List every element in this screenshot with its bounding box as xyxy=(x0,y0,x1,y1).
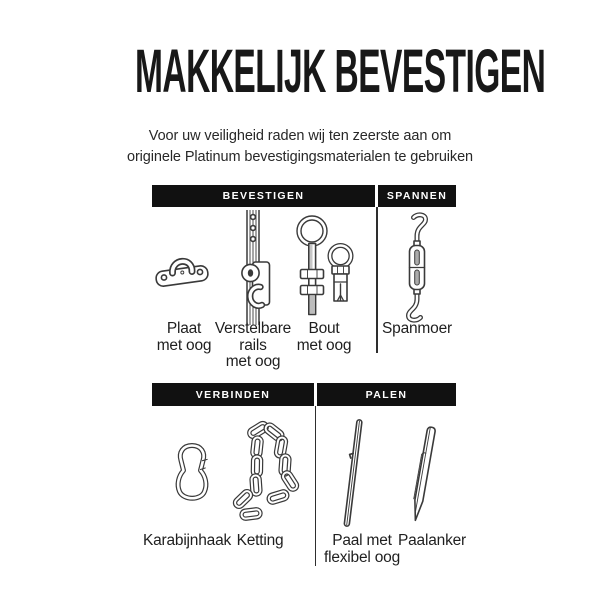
label-paal-met-flexibel-oog: Paal met flexibel oog xyxy=(323,532,401,566)
section-header-palen-label: PALEN xyxy=(365,388,408,401)
label-bout-met-oog: Bout met oog xyxy=(296,320,352,354)
section-header-verbinden xyxy=(152,383,314,406)
header-row-1 xyxy=(152,185,456,207)
header-row-2 xyxy=(152,383,456,406)
carabiner-icon xyxy=(169,441,215,503)
section-header-spannen-label: SPANNEN xyxy=(386,190,448,202)
plate-with-eye-icon xyxy=(150,246,214,294)
adjustable-rail-with-eye-icon xyxy=(227,210,279,325)
label-spanmoer: Spanmoer xyxy=(382,320,452,337)
label-verstelbare-rails: Verstelbare rails met oog xyxy=(214,320,292,370)
label-plaat-met-oog: Plaat met oog xyxy=(156,320,212,354)
section-header-bevestigen xyxy=(152,185,375,207)
section-header-bevestigen-label: BEVESTIGEN xyxy=(222,190,305,202)
section-header-palen xyxy=(317,383,456,406)
pole-with-flexible-eye-icon xyxy=(337,417,369,529)
subtitle xyxy=(0,126,600,168)
subtitle-line-2: originele Platinum bevestigingsmaterialen te gebruiken xyxy=(126,149,474,165)
section-header-verbinden-label: VERBINDEN xyxy=(195,388,271,401)
turnbuckle-icon xyxy=(395,210,439,325)
eye-bolt-icon xyxy=(288,212,360,324)
subtitle-line-1: Voor uw veiligheid raden wij ten zeerste aan om xyxy=(148,128,452,144)
label-karabijnhaak: Karabijnhaak xyxy=(142,532,232,549)
chain-icon xyxy=(220,420,306,524)
page-title: MAKKELIJK BEVESTIGEN xyxy=(135,37,546,105)
ground-anchor-icon xyxy=(403,424,443,530)
label-ketting: Ketting xyxy=(236,532,284,549)
section-header-spannen xyxy=(378,185,456,207)
label-paalanker: Paalanker xyxy=(398,532,466,549)
